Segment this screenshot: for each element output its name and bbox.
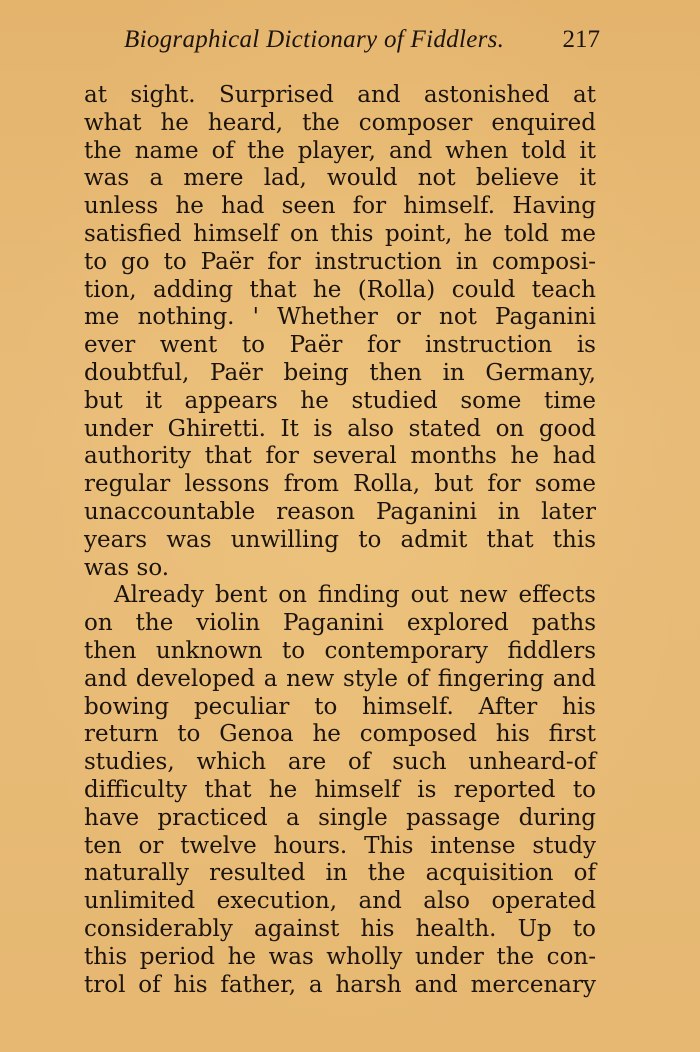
text-line: under Ghiretti. It is also stated on good <box>84 415 596 442</box>
text-line: ten or twelve hours. This intense study <box>84 832 596 859</box>
running-head <box>0 26 700 62</box>
text-line: and developed a new style of fingering and <box>84 665 596 692</box>
text-line: what he heard, the composer enquired <box>84 109 596 136</box>
text-line: tion, adding that he (Rolla) could teach <box>84 276 596 303</box>
text-line: doubtful, Paër being then in Germany, <box>84 359 596 386</box>
text-line: was a mere lad, would not believe it <box>84 165 596 192</box>
text-line: but it appears he studied some time <box>84 387 596 414</box>
text-line: naturally resulted in the acquisition of <box>84 860 596 887</box>
text-line: at sight. Surprised and astonished at <box>84 82 596 108</box>
text-line: the name of the player, and when told it <box>84 137 596 164</box>
text-line: years was unwilling to admit that this <box>84 526 596 553</box>
text-line: regular lessons from Rolla, but for some <box>84 471 596 498</box>
text-line: studies, which are of such unheard-of <box>84 749 596 776</box>
running-title: Biographical Dictionary of Fiddlers. <box>124 26 505 53</box>
text-line: was so. <box>84 554 170 581</box>
text-line: satisfied himself on this point, he told me <box>84 220 596 247</box>
text-line: unlimited execution, and also operated <box>84 888 596 915</box>
text-line: me nothing. ' Whether or not Paganini <box>84 304 596 331</box>
text-line: this period he was wholly under the con- <box>84 943 596 970</box>
text-line: Already bent on finding out new effects <box>114 582 596 609</box>
text-line: have practiced a single passage during <box>84 804 596 831</box>
text-line: to go to Paër for instruction in composi- <box>84 248 596 275</box>
text-line: then unknown to contemporary fiddlers <box>84 637 596 664</box>
body-text <box>84 82 596 999</box>
text-line: return to Genoa he composed his first <box>84 721 596 748</box>
text-line: considerably against his health. Up to <box>84 915 596 942</box>
text-line: ever went to Paër for instruction is <box>84 332 596 359</box>
text-line: authority that for several months he had <box>84 443 596 470</box>
text-line: on the violin Paganini explored paths <box>84 610 596 637</box>
paragraph-2 <box>84 582 596 999</box>
text-line: unaccountable reason Paganini in later <box>84 498 596 525</box>
paragraph-1 <box>84 82 596 582</box>
text-line: bowing peculiar to himself. After his <box>84 693 596 720</box>
text-line: trol of his father, a harsh and mercenary <box>84 971 596 998</box>
page-number: 217 <box>562 26 600 53</box>
text-line: difficulty that he himself is reported to <box>84 776 596 803</box>
text-line: unless he had seen for himself. Having <box>84 193 596 220</box>
